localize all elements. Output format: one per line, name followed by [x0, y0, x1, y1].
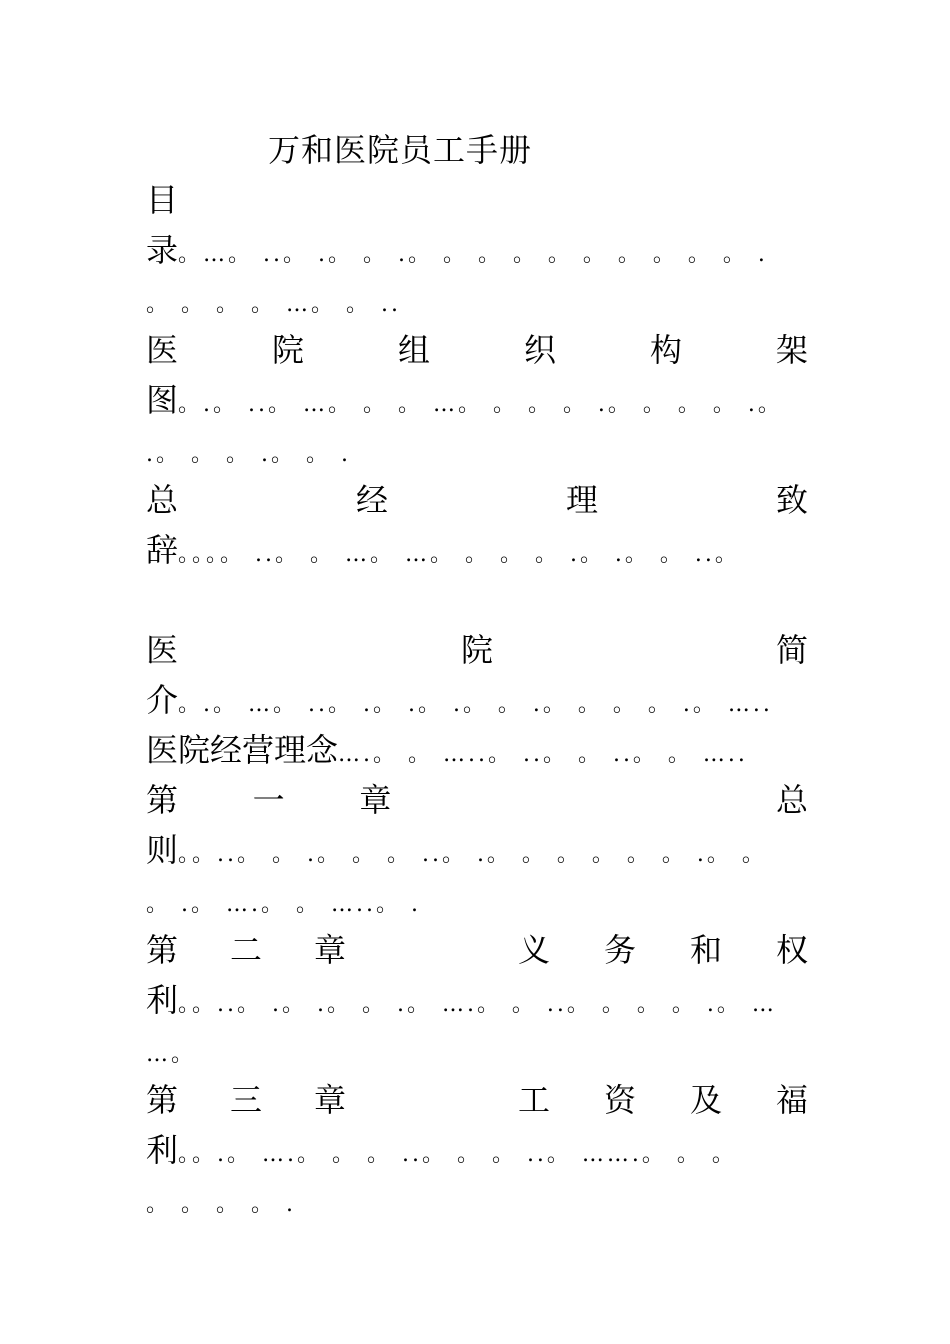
toc-entry-continuation: [146, 1175, 808, 1225]
toc-char: 章: [359, 781, 392, 819]
toc-char: 章: [313, 931, 346, 969]
toc-char: 第: [146, 931, 179, 969]
toc-char: 务: [603, 931, 636, 969]
toc-entry-line: [146, 225, 808, 275]
toc-char: 总: [146, 481, 179, 519]
toc-chapter-title: [518, 1075, 808, 1125]
toc-char: 经: [355, 481, 388, 519]
toc-char: 架: [775, 331, 808, 369]
toc-heading: 目: [146, 181, 179, 219]
toc-char: 简: [775, 631, 808, 669]
toc-char: 和: [689, 931, 722, 969]
toc-entry-tail: 利: [146, 981, 179, 1019]
toc-chapter-number: [146, 1075, 346, 1125]
toc-leader-dots: 。 。 。 。 …。 。 ..: [146, 292, 401, 317]
toc-entry-tail: 图: [146, 381, 179, 419]
toc-entry-line: [146, 675, 808, 725]
toc-char: 二: [229, 931, 262, 969]
toc-char: 三: [229, 1081, 262, 1119]
toc-leader-dots: 。.。 ..。 …。 。 。 …。 。 。 。 .。 。 。 。 .。: [178, 392, 783, 417]
toc-char: 及: [689, 1081, 722, 1119]
toc-entry-justified: [146, 325, 808, 375]
toc-entry-continuation: [146, 1025, 808, 1075]
toc-leader-dots: 。 .。 ….。 。 …..。 .: [146, 892, 421, 917]
document-title: 万和医院员工手册: [268, 131, 533, 169]
toc-char: 第: [146, 781, 179, 819]
toc-char: 致: [775, 481, 808, 519]
toc-char: 医: [146, 631, 179, 669]
toc-char: 组: [397, 331, 430, 369]
toc-entry-line: [146, 525, 808, 575]
toc-leader-dots: 。 。 。 。 .: [146, 1192, 296, 1217]
toc-char: 义: [518, 931, 551, 969]
toc-entry-label: 录: [146, 231, 179, 269]
toc-char: 权: [775, 931, 808, 969]
toc-char: 资: [603, 1081, 636, 1119]
toc-char: 总: [775, 781, 808, 819]
toc-char: 院: [271, 331, 304, 369]
toc-entry-justified: [146, 475, 808, 525]
toc-entry-line: [146, 725, 808, 775]
toc-leader-dots: …。: [146, 1042, 197, 1067]
toc-entry-justified: [146, 925, 808, 975]
toc-char: 一: [252, 781, 285, 819]
toc-char: 院: [460, 631, 493, 669]
toc-entry-tail: 利: [146, 1131, 179, 1169]
toc-char: 医: [146, 331, 179, 369]
toc-leader-dots: ….。 。 …..。 ..。 。 ..。 。 …..: [338, 742, 748, 767]
toc-entry-justified: [146, 1075, 808, 1125]
toc-entry-tail: 介: [146, 681, 179, 719]
toc-entry-continuation: [146, 275, 808, 325]
toc-chapter-title: [518, 925, 808, 975]
toc-leader-dots: 。。..。 。 .。 。 。 ..。 .。 。 。 。 。 。 .。 。: [178, 842, 767, 867]
toc-leader-dots: 。。.。 ….。 。 。 ..。 。 。 ..。 …….。 。 。: [178, 1142, 737, 1167]
toc-char: 构: [649, 331, 682, 369]
toc-entry-line: [146, 825, 808, 875]
toc-entry-continuation: [146, 875, 808, 925]
toc-char: 织: [523, 331, 556, 369]
toc-char: 福: [775, 1081, 808, 1119]
toc-char: 工: [518, 1081, 551, 1119]
toc-char: 理: [565, 481, 598, 519]
toc-entry-line: [146, 975, 808, 1025]
toc-char: 章: [313, 1081, 346, 1119]
toc-entry-label: 医院经营理念: [146, 731, 339, 769]
toc-entry-justified: [146, 775, 808, 825]
toc-leader-dots: 。.。 …。 ..。 .。 .。 .。 。 .。 。 。 。 .。 …..: [178, 692, 773, 717]
toc-entry-tail: 则: [146, 831, 179, 869]
toc-char: 第: [146, 1081, 179, 1119]
toc-chapter-number: [146, 925, 346, 975]
toc-leader-dots: 。…。 ..。 .。 。 .。 。 。 。 。 。 。 。 。 。 .: [178, 242, 768, 267]
toc-leader-dots: 。。..。 .。 .。 。 .。 ….。 。 ..。 。 。 。 .。 …: [178, 992, 777, 1017]
toc-leader-dots: .。 。 。 .。 。 .: [146, 442, 351, 467]
toc-entry-continuation: [146, 425, 808, 475]
toc-entry-line: [146, 1125, 808, 1175]
toc-entry-line: [146, 375, 808, 425]
toc-leader-dots: 。。。。 ..。 。 …。 …。 。 。 。 .。 .。 。 ..。: [178, 542, 740, 567]
toc-entry-justified: [146, 625, 808, 675]
toc-entry-tail: 辞: [146, 531, 179, 569]
